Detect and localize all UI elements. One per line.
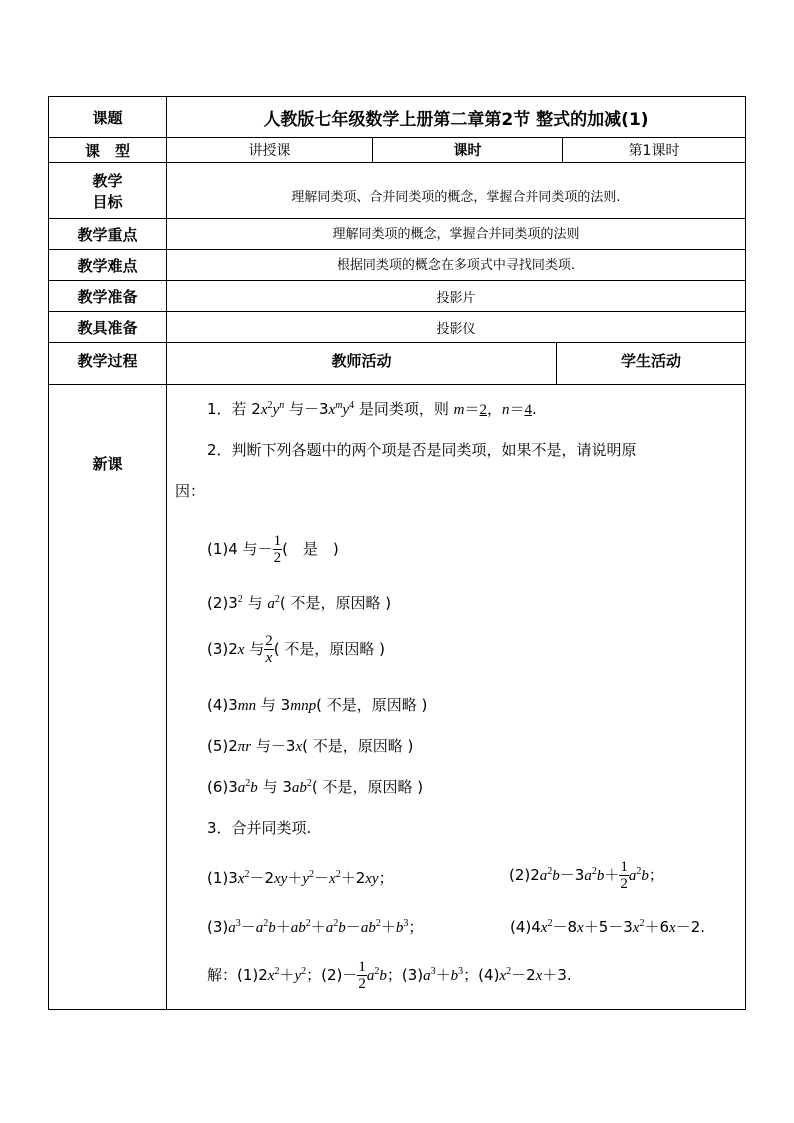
type-value: 讲授课 (167, 138, 373, 163)
key-label: 教学重点 (49, 219, 167, 250)
process-label: 教学过程 (49, 343, 167, 385)
fraction: $\frac{1}{2}$ (620, 859, 628, 892)
goal-label-line2: 目标 (92, 192, 123, 211)
row-key (49, 219, 746, 250)
lesson-plan-table (48, 96, 746, 1010)
period-value: 第1课时 (563, 138, 746, 163)
fraction: $\frac{1}{2}$ (273, 533, 282, 566)
judge-3: (3)2x 与 $\frac{2}{x}$ ( 不是，原因略 ) (207, 633, 385, 666)
difficulty-value: 根据同类项的概念在多项式中寻找同类项. (167, 250, 746, 281)
title-label: 课题 (49, 97, 167, 138)
content-area (175, 393, 739, 993)
goal-value: 理解同类项、合并同类项的概念，掌握合并同类项的法则. (167, 163, 746, 219)
prep-value: 投影片 (167, 281, 746, 312)
period-label: 课时 (373, 138, 563, 163)
exercise-2: $(2)2a^2b-3a^2b+$ $\frac{1}{2}$ $a^2b$； (509, 859, 664, 892)
judge-2: $(2)3^2$ 与 $a^2$( 不是，原因略 ) (207, 594, 392, 612)
goal-label (49, 163, 167, 219)
judge-4: (4)3mn 与 3mnp( 不是，原因略 ) (207, 696, 428, 714)
answer-m: 2 (479, 402, 487, 418)
answer-n: 4 (524, 402, 533, 418)
exercise-4: $(4)4x^2-8x+5-3x^2+6x-2$. (510, 918, 705, 936)
key-value: 理解同类项的概念，掌握合并同类项的法则 (167, 219, 746, 250)
row-process (49, 343, 746, 385)
judge-6: $(6)3a^2b$ 与 $3ab^2$( 不是，原因略 ) (207, 778, 424, 796)
fraction: $\frac{1}{2}$ (358, 959, 366, 992)
row-prep (49, 281, 746, 312)
teacher-activity-header: 教师活动 (167, 343, 557, 385)
difficulty-label: 教学难点 (49, 250, 167, 281)
row-goal (49, 163, 746, 219)
lesson-title: 人教版七年级数学上册第二章第2节 整式的加减(1) (167, 97, 746, 138)
prep-label: 教学准备 (49, 281, 167, 312)
question-2-line2: 因： (175, 482, 206, 500)
question-2-line1: 2．判断下列各题中的两个项是否是同类项，如果不是，请说明原 (207, 441, 637, 459)
row-difficulty (49, 250, 746, 281)
exercise-1: $(1)3x^2-2xy+y^2-x^2+2xy$； (207, 869, 394, 887)
goal-label-line1: 教学 (92, 171, 123, 190)
row-new-lesson (49, 385, 746, 1010)
judge-5: (5)2πr 与－3x( 不是，原因略 ) (207, 737, 414, 755)
student-activity-header: 学生活动 (557, 343, 746, 385)
tools-value: 投影仪 (167, 312, 746, 343)
row-type (49, 138, 746, 163)
new-lesson-content (167, 385, 746, 1010)
judge-1: (1)4 与－ $\frac{1}{2}$ ( 是 ) (207, 533, 339, 566)
new-lesson-label: 新课 (49, 385, 167, 1010)
row-tools (49, 312, 746, 343)
question-1: 1．若 $2x^2y^n$ 与$-3x^my^4$ 是同类项，则 m＝2，n＝4. (207, 400, 537, 418)
question-3: 3．合并同类项. (207, 819, 312, 837)
type-label: 课 型 (49, 138, 167, 163)
row-title (49, 97, 746, 138)
fraction: $\frac{2}{x}$ (265, 633, 273, 666)
exercise-3: $(3)a^3-a^2b+ab^2+a^2b-ab^2+b^3$； (207, 918, 424, 936)
tools-label: 教具准备 (49, 312, 167, 343)
solution: 解：$(1)2x^2+y^2$；(2)－ $\frac{1}{2}$ $a^2b$；$(3)a^3+b^3$；$(4)x^2-2x+3$. (207, 959, 572, 992)
